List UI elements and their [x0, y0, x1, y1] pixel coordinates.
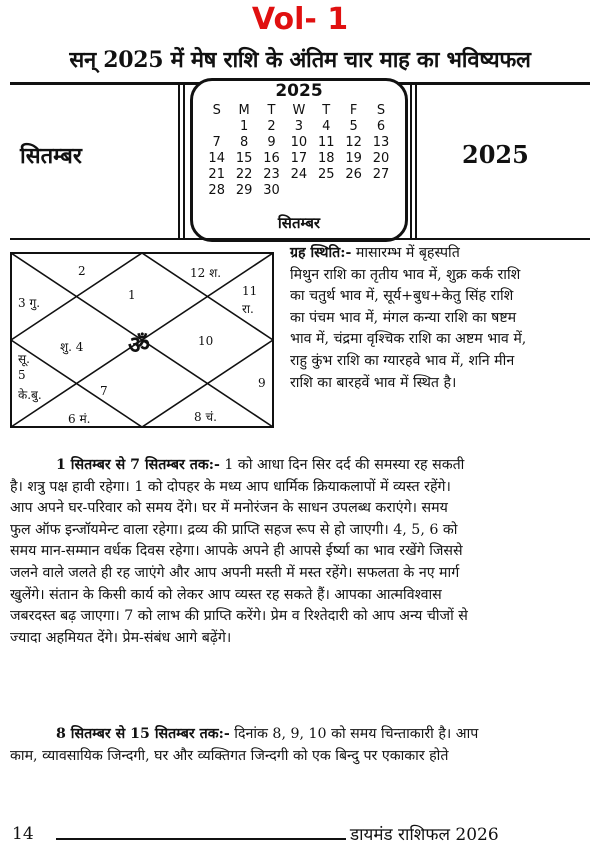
- house-5-label: 5: [18, 368, 26, 382]
- week-1-line: आप अपने घर-परिवार को समय देंगे। घर में मनोरंजन के साधन उपलब्ध कराएंगे। समय: [10, 500, 448, 517]
- weekday-label: T: [322, 103, 331, 118]
- week-1-line: खुलेंगे। संतान के किसी कार्य को लेकर आप व्यस्त रह सकते हैं। आपका आत्मविश्वास: [10, 586, 442, 603]
- calendar-day: 7: [212, 135, 221, 150]
- calendar-day: 12: [345, 135, 362, 150]
- planet-status-paragraph: [290, 243, 588, 394]
- calendar-day: 22: [235, 167, 253, 182]
- week-1-line: 1 को आधा दिन सिर दर्द की समस्या रह सकती: [224, 457, 465, 473]
- calendar-day: 17: [290, 151, 308, 166]
- planet-status-line: का चतुर्थ भाव में, सूर्य+बुध+केतु सिंह राशि: [290, 288, 514, 305]
- footer-rule: [56, 838, 346, 840]
- house-8-label: 8 चं.: [194, 410, 217, 424]
- house-7-label: 7: [100, 384, 108, 398]
- calendar-day: [340, 183, 367, 199]
- house-11-planet: रा.: [242, 302, 254, 316]
- calendar-day: 11: [317, 135, 335, 150]
- planet-status-line: मिथुन राशि का तृतीय भाव में, शुक्र कर्क राशि: [290, 266, 521, 283]
- calendar-day: 14: [208, 151, 225, 166]
- calendar-day: 20: [372, 151, 390, 166]
- calendar-month-label: सितम्बर: [277, 214, 321, 232]
- calendar-day: 15: [235, 151, 253, 166]
- calendar-week-row: [203, 151, 395, 167]
- weekday-label: W: [292, 103, 306, 118]
- house-2-label: 2: [78, 264, 86, 278]
- calendar-week-row: [203, 183, 395, 199]
- house-1-label: 1: [128, 288, 136, 302]
- week-2-paragraph: [10, 724, 590, 767]
- week-1-line: फुल ऑफ इन्जॉयमेन्ट वाला रहेगा। द्रव्य की प्राप्ति सहज रूप से हो जाएगी। 4, 5, 6 को: [10, 521, 458, 538]
- left-double-rule-inner: [183, 84, 185, 239]
- week-2-heading: 8 सितम्बर से 15 सितम्बर तक:-: [56, 726, 230, 742]
- house-6-label: 6 मं.: [68, 412, 91, 426]
- calendar-day: 2: [267, 119, 276, 134]
- calendar-day: [313, 183, 340, 199]
- book-title: डायमंड राशिफल 2026: [350, 825, 499, 845]
- house-10-label: 10: [198, 334, 214, 348]
- house-3-label: 3 गु.: [18, 296, 41, 310]
- week-2-line: काम, व्यावसायिक जिन्दगी, घर और व्यक्तिगत जिन्दगी को एक बिन्दु पर एकाकार होते: [10, 747, 449, 764]
- planet-status-heading: ग्रह स्थिति:-: [290, 245, 352, 261]
- month-heading: सितम्बर: [20, 143, 82, 169]
- calendar-day: 9: [267, 135, 276, 150]
- planet-status-line: का पंचम भाव में, मंगल कन्या राशि का षष्टम: [290, 309, 517, 326]
- calendar-week-row: [203, 135, 395, 151]
- house-5-label-bottom: के.बु.: [18, 388, 42, 402]
- calendar-day: 19: [345, 151, 362, 166]
- planet-status-line: मासारम्भ में बृहस्पति: [355, 245, 460, 261]
- year-heading: 2025: [462, 140, 529, 169]
- house-4-label: शु. 4: [60, 340, 84, 354]
- calendar-year: 2025: [275, 81, 323, 101]
- left-double-rule-outer: [178, 84, 180, 239]
- weekday-label: T: [267, 103, 276, 118]
- calendar-day: 5: [349, 119, 358, 134]
- week-1-paragraph: [10, 455, 590, 649]
- horoscope-chart: [10, 252, 274, 428]
- house-12-label: 12 श.: [190, 266, 222, 280]
- week-1-heading: 1 सितम्बर से 7 सितम्बर तक:-: [56, 457, 220, 473]
- calendar-day: [203, 119, 230, 135]
- planet-status-line: राशि का बारहवें भाव में स्थित है।: [290, 374, 457, 391]
- calendar-day: 18: [317, 151, 335, 166]
- volume-label: Vol- 1: [251, 2, 349, 37]
- right-double-rule-inner: [410, 84, 412, 239]
- calendar-day: 4: [322, 119, 331, 134]
- om-symbol: ॐ: [128, 330, 150, 359]
- calendar-day: 16: [263, 151, 280, 166]
- weekday-label: S: [212, 103, 221, 118]
- week-2-line: दिनांक 8, 9, 10 को समय चिन्ताकारी है। आप: [234, 726, 479, 742]
- calendar-day: 13: [372, 135, 390, 150]
- calendar-day: 8: [239, 135, 249, 150]
- week-1-line: जलने वाले जलते ही रह जाएंगे और आप अपनी मस्ती में मस्त रहेंगे। सफलता के नए मार्ग: [10, 564, 460, 581]
- week-1-line: जबरदस्त बढ़ जाएगा। 7 को लाभ की प्राप्ति करेंगे। प्रेम व रिश्तेदारी को आप अन्य चीजों से: [10, 608, 468, 625]
- calendar-day: 30: [263, 183, 280, 198]
- calendar-day: 29: [235, 183, 253, 198]
- house-9-label: 9: [258, 376, 266, 390]
- calendar-day: 26: [345, 167, 362, 182]
- house-5-label-top: सू.: [18, 352, 30, 366]
- header-divider: [10, 238, 590, 240]
- calendar-day: 25: [317, 167, 335, 182]
- calendar-week-row: [203, 119, 395, 135]
- week-1-line: ज्यादा अहमियत देंगे। प्रेम-संबंध आगे बढ़ेंगे।: [10, 629, 232, 646]
- calendar-day: 27: [372, 167, 390, 182]
- month-calendar: [190, 78, 408, 242]
- planet-status-line: भाव में, चंद्रमा वृश्चिक राशि का अष्टम भाव में,: [290, 331, 527, 348]
- week-1-line: है। शत्रु पक्ष हावी रहेगा। 1 को दोपहर के मध्य आप धार्मिक क्रियाकलापों में व्यस्त रहेंगे।: [10, 478, 451, 495]
- week-1-line: समय मान-सम्मान वर्धक दिवस रहेगा। आपके अपने ही आपसे ईर्ष्या का भाव रखेंगे जिससे: [10, 543, 463, 560]
- calendar-day: 23: [263, 167, 280, 182]
- calendar-weekday-row: [203, 103, 395, 119]
- planet-status-line: राहु कुंभ राशि का ग्यारहवे भाव में, शनि मीन: [290, 352, 515, 369]
- calendar-day: 24: [290, 167, 308, 182]
- page-number: 14: [12, 824, 34, 844]
- weekday-label: M: [238, 103, 250, 118]
- calendar-day: [285, 183, 312, 199]
- calendar-grid: [203, 103, 395, 199]
- page-title: सन् 2025 में मेष राशि के अंतिम चार माह का भविष्यफल: [69, 47, 531, 73]
- calendar-day: 6: [376, 119, 386, 134]
- weekday-label: F: [349, 103, 358, 118]
- calendar-day: 10: [290, 135, 308, 150]
- calendar-day: 1: [239, 119, 249, 134]
- calendar-day: 3: [294, 119, 303, 134]
- calendar-week-row: [203, 167, 395, 183]
- calendar-day: 28: [208, 183, 225, 198]
- calendar-day: [367, 183, 394, 199]
- weekday-label: S: [376, 103, 386, 118]
- calendar-day: 21: [208, 167, 225, 182]
- right-double-rule-outer: [415, 84, 417, 239]
- house-11-label: 11: [242, 284, 258, 298]
